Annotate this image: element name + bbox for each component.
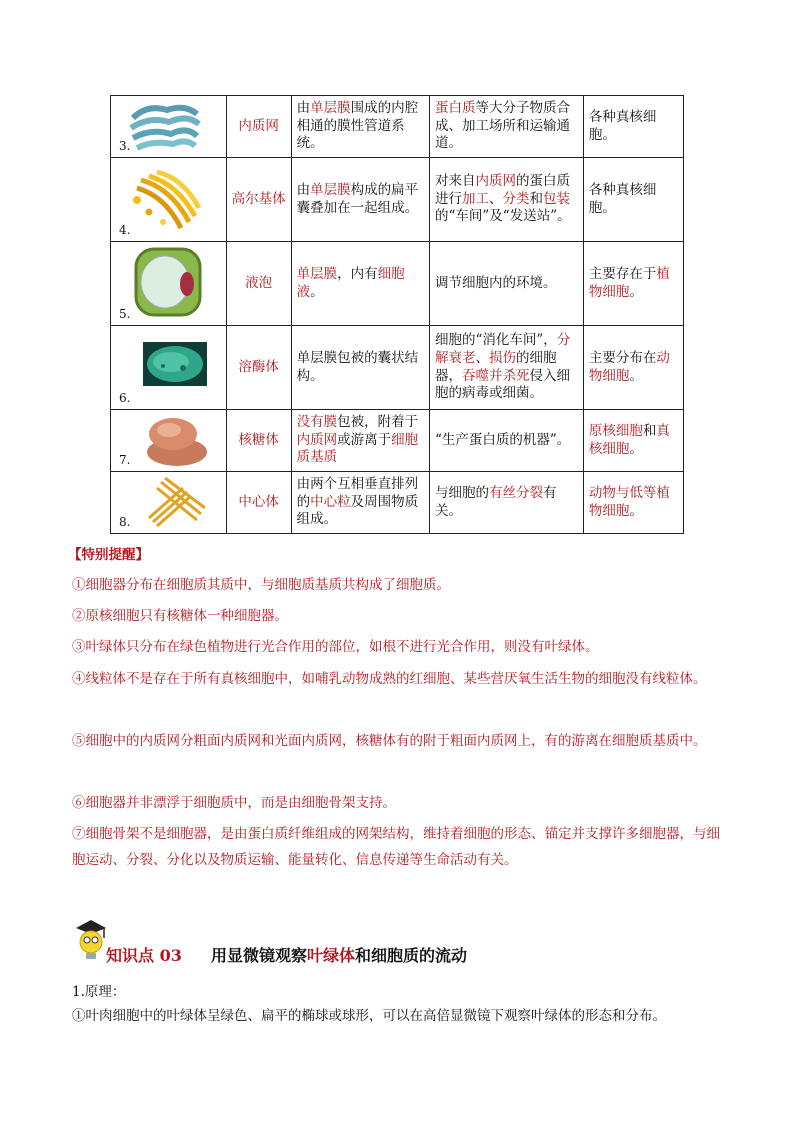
table-row xyxy=(111,158,684,242)
organelle-name: 液泡 xyxy=(226,242,291,326)
table-row xyxy=(111,96,684,158)
tip-item: ⑦细胞骨架不是细胞器，是由蛋白质纤维组成的网架结构，维持着细胞的形态、锚定并支撑许多细胞器，与细胞运动、分裂、分化以及物质运输、能量转化、信息传递等生命活动有关。 xyxy=(72,826,720,869)
organelle-function: 调节细胞内的环境。 xyxy=(430,242,584,326)
principle-heading: 1.原理： xyxy=(72,984,126,1000)
tip-item: ③叶绿体只分布在绿色植物进行光合作用的部位，如根不进行光合作用，则没有叶绿体。 xyxy=(72,639,599,655)
row-number: 4. xyxy=(119,223,131,238)
row-number: 7. xyxy=(119,453,131,468)
organelle-name: 高尔基体 xyxy=(226,158,291,242)
knowledge-point-title xyxy=(106,943,467,966)
table-row xyxy=(111,410,684,472)
organelle-distribution: 各种真核细胞。 xyxy=(583,96,683,158)
row-number: 6. xyxy=(119,391,131,406)
golgi-icon xyxy=(127,166,203,236)
organelle-distribution: 动物与低等植物细胞。 xyxy=(583,472,683,534)
knowledge-point-title-part3: 和细胞质的流动 xyxy=(355,946,468,965)
organelle-image-cell xyxy=(111,326,227,410)
organelle-name: 内质网 xyxy=(226,96,291,158)
organelle-name: 溶酶体 xyxy=(226,326,291,410)
vacuole-icon xyxy=(133,246,205,320)
organelle-name: 核糖体 xyxy=(226,410,291,472)
organelle-image-cell xyxy=(111,410,227,472)
organelle-name: 中心体 xyxy=(226,472,291,534)
organelle-structure: 由两个互相垂直排列的中心粒及周围物质组成。 xyxy=(291,472,429,534)
organelle-function: 蛋白质等大分子物质合成、加工场所和运输通道。 xyxy=(430,96,584,158)
organelle-structure: 单层膜包被的囊状结构。 xyxy=(291,326,429,410)
lightbulb-graduate-icon xyxy=(74,918,108,960)
table-row xyxy=(111,472,684,534)
organelle-table xyxy=(110,95,684,534)
organelle-structure: 单层膜，内有细胞液。 xyxy=(291,242,429,326)
organelle-distribution: 主要存在于植物细胞。 xyxy=(583,242,683,326)
organelle-function: 细胞的“消化车间”，分解衰老、损伤的细胞器，吞噬并杀死侵入细胞的病毒或细菌。 xyxy=(430,326,584,410)
knowledge-point-label: 知识点 03 xyxy=(106,946,182,965)
centrosome-icon xyxy=(143,474,207,530)
endoplasmic-reticulum-icon xyxy=(127,100,203,156)
knowledge-point-title-part2: 叶绿体 xyxy=(307,946,356,965)
organelle-distribution: 原核细胞和真核细胞。 xyxy=(583,410,683,472)
tip-item: ④线粒体不是存在于所有真核细胞中，如哺乳动物成熟的红细胞、某些营厌氧生活生物的细胞没有线粒体。 xyxy=(72,671,707,687)
organelle-function: 与细胞的有丝分裂有关。 xyxy=(430,472,584,534)
tips-heading: 【特别提醒】 xyxy=(68,547,149,563)
organelle-image-cell xyxy=(111,158,227,242)
row-number: 5. xyxy=(119,307,131,322)
principle-line: ①叶肉细胞中的叶绿体呈绿色、扁平的椭球或球形，可以在高倍显微镜下观察叶绿体的形态和分布。 xyxy=(72,1008,666,1024)
knowledge-point-title-part1: 用显微镜观察 xyxy=(211,946,308,965)
table-row xyxy=(111,242,684,326)
organelle-structure: 没有膜包被，附着于内质网或游离于细胞质基质 xyxy=(291,410,429,472)
organelle-image-cell xyxy=(111,242,227,326)
organelle-image-cell xyxy=(111,96,227,158)
ribosome-icon xyxy=(139,412,209,470)
organelle-function: 对来自内质网的蛋白质进行加工、分类和包装的“车间”及“发送站”。 xyxy=(430,158,584,242)
tip-item: ①细胞器分布在细胞质其质中，与细胞质基质共构成了细胞质。 xyxy=(72,577,450,593)
organelle-structure: 由单层膜围成的内腔相通的膜性管道系统。 xyxy=(291,96,429,158)
tip-item: ⑤细胞中的内质网分粗面内质网和光面内质网，核糖体有的附于粗面内质网上，有的游离在细胞质基质中。 xyxy=(72,733,707,749)
tip-item: ⑥细胞器并非漂浮于细胞质中，而是由细胞骨架支持。 xyxy=(72,795,396,811)
lysosome-icon xyxy=(143,342,207,386)
organelle-function: “生产蛋白质的机器”。 xyxy=(430,410,584,472)
organelle-distribution: 各种真核细胞。 xyxy=(583,158,683,242)
row-number: 8. xyxy=(119,515,131,530)
table-row xyxy=(111,326,684,410)
tip-item: ②原核细胞只有核糖体一种细胞器。 xyxy=(72,608,288,624)
row-number: 3. xyxy=(119,139,131,154)
organelle-structure: 由单层膜构成的扁平囊叠加在一起组成。 xyxy=(291,158,429,242)
organelle-distribution: 主要分布在动物细胞。 xyxy=(583,326,683,410)
organelle-image-cell xyxy=(111,472,227,534)
